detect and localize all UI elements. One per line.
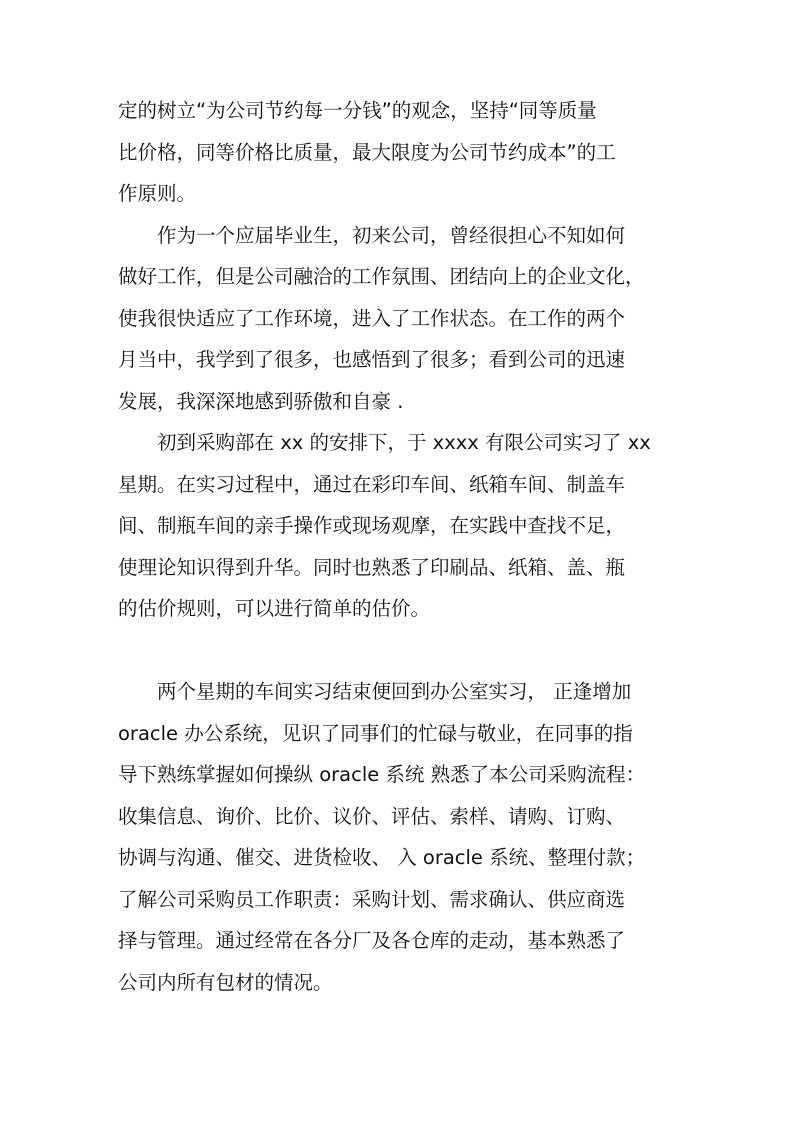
text-line: 的估价规则，可以进行简单的估价。 — [118, 597, 431, 620]
text-line: 择与管理。通过经常在各分厂及各仓库的走动，基本熟悉了 — [118, 929, 626, 952]
text-line: 导下熟练掌握如何操纵 oracle 系统 熟悉了本公司采购流程： — [118, 763, 646, 786]
paragraph-spacer — [118, 630, 683, 672]
text-line: 作为一个应届毕业生，初来公司，曾经很担心不知如何 — [118, 223, 626, 247]
text-line: 收集信息、询价、比价、议价、评估、索样、请购、订购、 — [118, 804, 626, 828]
text-line: 了解公司采购员工作职责：采购计划、需求确认、供应商选 — [118, 887, 626, 911]
text-line: oracle 办公系统，见识了同事们的忙碌与敬业，在同事的指 — [118, 721, 633, 745]
text-line: 间、制瓶车间的亲手操作或现场观摩，在实践中查找不足， — [118, 514, 626, 537]
paragraph-1 — [118, 90, 683, 215]
text-line: 发展，我深深地感到骄傲和自豪 . — [118, 389, 404, 413]
text-line: 两个星期的车间实习结束便回到办公室实习， 正逢增加 — [118, 680, 632, 703]
document-body — [118, 90, 683, 1003]
text-line: 使我很快适应了工作环境，进入了工作状态。在工作的两个 — [118, 306, 626, 330]
paragraph-4 — [118, 671, 683, 1003]
text-line: 比价格，同等价格比质量，最大限度为公司节约成本”的工 — [118, 140, 616, 164]
paragraph-2 — [118, 215, 683, 423]
text-line: 月当中，我学到了很多，也感悟到了很多；看到公司的迅速 — [118, 348, 626, 371]
text-line: 星期。在实习过程中，通过在彩印车间、纸箱车间、制盖车 — [118, 472, 626, 496]
text-line: 协调与沟通、催交、进货检收、 入 oracle 系统、整理付款； — [118, 846, 646, 869]
text-line: 做好工作，但是公司融洽的工作氛围、团结向上的企业文化， — [118, 265, 645, 288]
text-line: 初到采购部在 xx 的安排下，于 xxxx 有限公司实习了 xx — [118, 431, 651, 454]
text-line: 使理论知识得到升华。同时也熟悉了印刷品、纸箱、盖、瓶 — [118, 555, 626, 579]
paragraph-3 — [118, 422, 683, 630]
text-line: 定的树立“为公司节约每一分钱”的观念，坚持“同等质量 — [118, 99, 597, 122]
text-line: 公司内所有包材的情况。 — [118, 970, 333, 994]
text-line: 作原则。 — [118, 182, 197, 205]
